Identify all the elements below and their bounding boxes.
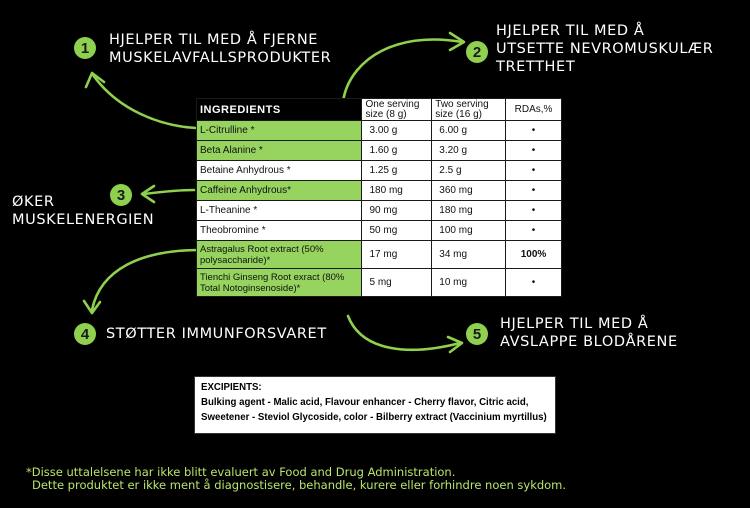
callout-text-1: [109, 31, 331, 67]
two-serving-amount: 10 mg: [432, 269, 506, 297]
rda-value: •: [506, 181, 562, 201]
callout-3-line: MUSKELENERGIEN: [12, 212, 155, 228]
two-serving-amount: 34 mg: [432, 241, 506, 269]
callout-number-1: 1: [74, 37, 96, 59]
rda-value: •: [506, 221, 562, 241]
callout-4-line: STØTTER IMMUNFORSVARET: [106, 326, 327, 342]
rda-value: •: [506, 201, 562, 221]
callout-1-line: MUSKELAVFALLSPRODUKTER: [109, 50, 332, 66]
disclaimer-line-1: *Disse uttalelsene har ikke blitt evaluert av Food and Drug Administration.: [26, 465, 456, 479]
rda-value: •: [506, 121, 562, 141]
one-serving-amount: 17 mg: [362, 241, 432, 269]
two-serving-amount: 3.20 g: [432, 141, 506, 161]
callout-text-4: [106, 325, 327, 343]
arrow-to-callout-5: [348, 316, 460, 350]
ingredient-name: L-Citrulline *: [197, 121, 362, 141]
one-serving-amount: 90 mg: [362, 201, 432, 221]
table-body: [197, 121, 562, 297]
rda-value: •: [506, 269, 562, 297]
excipients-line: Sweetener - Steviol Glycoside, color - Bilberry extract (Vaccinium myrtillus): [201, 411, 547, 423]
callout-number-2: 2: [466, 41, 488, 63]
ingredient-name: Tienchi Ginseng Root exract (80% Total Notoginsenoside)*: [197, 269, 362, 297]
two-serving-amount: 6.00 g: [432, 121, 506, 141]
rda-value: •: [506, 141, 562, 161]
header-two-serving: Two serving size (16 g): [432, 99, 506, 121]
ingredient-name: Beta Alanine *: [197, 141, 362, 161]
header-one-serving: One serving size (8 g): [362, 99, 432, 121]
callout-text-5: [500, 315, 678, 351]
callout-number-3: 3: [110, 184, 132, 206]
ingredient-name: L-Theanine *: [197, 201, 362, 221]
excipients-box: [194, 376, 556, 434]
table-row: [197, 201, 562, 221]
one-serving-amount: 180 mg: [362, 181, 432, 201]
ingredient-name: Betaine Anhydrous *: [197, 161, 362, 181]
callout-2-line: HJELPER TIL MED Å: [496, 23, 645, 39]
table-row: [197, 161, 562, 181]
ingredient-name: Astragalus Root extract (50% polysaccharide)*: [197, 241, 362, 269]
callout-text-3: [12, 193, 154, 229]
disclaimer-line-2: Dette produktet er ikke ment å diagnostisere, behandle, kurere eller forhindre noen sykdom.: [32, 478, 567, 492]
callout-2-line: TRETTHET: [496, 59, 576, 75]
two-serving-amount: 360 mg: [432, 181, 506, 201]
callout-5-line: HJELPER TIL MED Å: [500, 316, 649, 332]
callout-3-line: ØKER: [12, 194, 55, 210]
table-row: [197, 269, 562, 297]
one-serving-amount: 3.00 g: [362, 121, 432, 141]
callout-number-4: 4: [74, 323, 96, 345]
table-row: [197, 241, 562, 269]
table-row: [197, 221, 562, 241]
rda-value: 100%: [506, 241, 562, 269]
one-serving-amount: 1.60 g: [362, 141, 432, 161]
excipients-line: Bulking agent - Malic acid, Flavour enhancer - Cherry flavor, Citric acid,: [201, 396, 529, 408]
table-row: [197, 121, 562, 141]
rda-value: •: [506, 161, 562, 181]
one-serving-amount: 1.25 g: [362, 161, 432, 181]
one-serving-amount: 50 mg: [362, 221, 432, 241]
ingredients-table: [196, 98, 562, 297]
callout-number-5: 5: [466, 323, 488, 345]
table-row: [197, 141, 562, 161]
callout-5-line: AVSLAPPE BLODÅRENE: [500, 334, 678, 350]
two-serving-amount: 180 mg: [432, 201, 506, 221]
table-header-row: [197, 99, 562, 121]
excipients-title: EXCIPIENTS:: [201, 381, 262, 393]
callout-1-line: HJELPER TIL MED Å FJERNE: [109, 32, 319, 48]
arrow-to-callout-4: [92, 250, 200, 310]
header-ingredients: INGREDIENTS: [197, 99, 362, 121]
two-serving-amount: 100 mg: [432, 221, 506, 241]
ingredient-name: Theobromine *: [197, 221, 362, 241]
header-rdas: RDAs,%: [506, 99, 562, 121]
table-row: [197, 181, 562, 201]
two-serving-amount: 2.5 g: [432, 161, 506, 181]
one-serving-amount: 5 mg: [362, 269, 432, 297]
callout-text-2: [496, 22, 713, 76]
callout-2-line: UTSETTE NEVROMUSKULÆR: [496, 41, 714, 57]
ingredient-name: Caffeine Anhydrous*: [197, 181, 362, 201]
arrow-to-callout-1: [93, 75, 196, 128]
